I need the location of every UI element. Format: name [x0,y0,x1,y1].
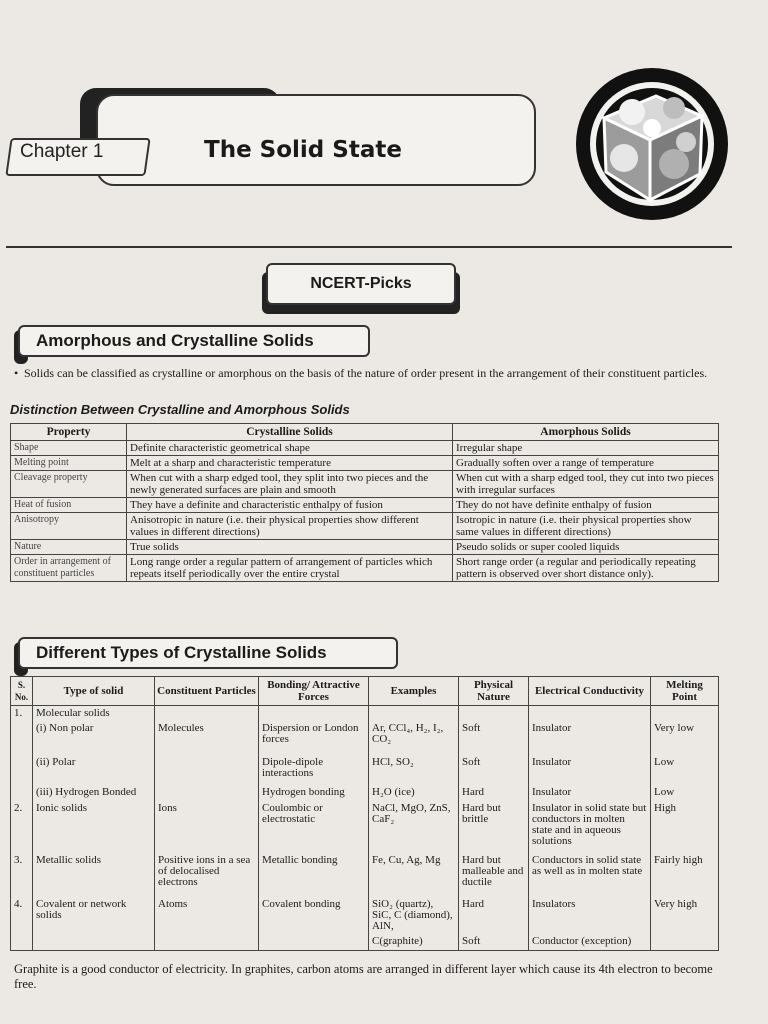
table-cell: Fe, Cu, Ag, Mg [369,853,459,897]
table-cell: Conductor (exception) [529,934,651,950]
table-cell: Atoms [155,897,259,934]
table-cell: Hard [459,785,529,801]
table-cell: Very low [651,721,719,755]
table-cell [11,785,33,801]
crystalline-solids-types-table [10,676,719,951]
table-cell: Metallic solids [33,853,155,897]
table-cell [651,934,719,950]
table-cell [155,785,259,801]
table-cell: Insulator [529,785,651,801]
table-cell: Melting point [11,456,127,471]
section1-bullet [14,366,726,381]
table-header-row [11,677,719,706]
table-cell: Hard [459,897,529,934]
table-cell [11,755,33,785]
table-cell: H₂O (ice) [369,785,459,801]
chapter-title: The Solid State [204,137,402,163]
table-cell: 1. [11,706,33,722]
table-cell: Irregular shape [453,441,719,456]
table-cell: (ii) Polar [33,755,155,785]
table-cell: Dipole-dipole interactions [259,755,369,785]
table-cell: Insulators [529,897,651,934]
table-cell: 2. [11,801,33,853]
table-cell: Hydrogen bonding [259,785,369,801]
table-row [11,755,719,785]
table-header-row [11,424,719,441]
table-cell: Ar, CCl₄, H₂, I₂, CO₂ [369,721,459,755]
table-cell: Conductors in solid state as well as in molten state [529,853,651,897]
table-cell: Soft [459,934,529,950]
table-cell [11,721,33,755]
table-cell: Cleavage property [11,471,127,498]
table-cell: Very high [651,897,719,934]
table-cell: High [651,801,719,853]
table-header-cell: Amorphous Solids [453,424,719,441]
table-row [11,853,719,897]
table-cell: HCl, SO₂ [369,755,459,785]
section1-bullet-text: Solids can be classified as crystalline or amorphous on the basis of the nature of order present in the arrangement of their constituent particles. [24,366,708,380]
table-cell: Low [651,785,719,801]
table-row [11,498,719,513]
table-header-cell: Electrical Conductivity [529,677,651,706]
ncert-picks-heading: NCERT-Picks [266,263,456,305]
table-row [11,801,719,853]
table-cell: Hard but malleable and ductile [459,853,529,897]
table-header-cell: Crystalline Solids [127,424,453,441]
section2-heading: Different Types of Crystalline Solids [18,637,398,669]
table-cell: Anisotropic in nature (i.e. their physical properties show different values in different directions) [127,513,453,540]
table-cell: Dispersion or London forces [259,721,369,755]
table-cell: SiO₂ (quartz), SiC, C (diamond), AlN, [369,897,459,934]
table-cell: Ions [155,801,259,853]
table-cell: 3. [11,853,33,897]
table-cell: Long range order a regular pattern of arrangement of particles which repeats itself periodically over the entire crystal [127,555,453,582]
table-cell: Fairly high [651,853,719,897]
table-cell: Isotropic in nature (i.e. their physical properties show same values in different directions) [453,513,719,540]
table-cell: They have a definite and characteristic enthalpy of fusion [127,498,453,513]
header-rule [6,246,732,248]
table-cell: Molecules [155,721,259,755]
table-cell: Heat of fusion [11,498,127,513]
table-cell: Hard but brittle [459,801,529,853]
table-cell: Covalent bonding [259,897,369,934]
table-cell: Melt at a sharp and characteristic temperature [127,456,453,471]
table-cell [33,934,155,950]
table-cell: True solids [127,540,453,555]
table-row [11,721,719,755]
table-header-cell: Melting Point [651,677,719,706]
table-cell: 4. [11,897,33,934]
table-row [11,441,719,456]
table-cell [155,934,259,950]
table-row [11,555,719,582]
table-cell: Molecular solids [33,706,155,722]
table-cell [459,706,529,722]
table-cell: Ionic solids [33,801,155,853]
table-header-cell: Type of solid [33,677,155,706]
table-cell: Insulator in solid state but conductors in molten state and in aqueous solutions [529,801,651,853]
table-cell: (iii) Hydrogen Bonded [33,785,155,801]
table-cell: Low [651,755,719,785]
table-cell [529,706,651,722]
table-cell: Insulator [529,755,651,785]
table-cell: Positive ions in a sea of delocalised electrons [155,853,259,897]
table-row [11,540,719,555]
table-header-cell: S. No. [11,677,33,706]
table-cell: Insulator [529,721,651,755]
table-cell [259,934,369,950]
table-cell: Order in arrangement of constituent particles [11,555,127,582]
table-cell: Definite characteristic geometrical shape [127,441,453,456]
table-cell: Metallic bonding [259,853,369,897]
table-cell [155,706,259,722]
graphite-footnote: Graphite is a good conductor of electricity. In graphites, carbon atoms are arranged in different layer which cause its 4th electron to become free. [14,962,713,991]
section1-subheading: Distinction Between Crystalline and Amorphous Solids [10,402,350,417]
section1-heading: Amorphous and Crystalline Solids [18,325,370,357]
table-cell: Nature [11,540,127,555]
table-cell: Shape [11,441,127,456]
table-row [11,706,719,722]
table-cell: Gradually soften over a range of temperature [453,456,719,471]
table-header-cell: Property [11,424,127,441]
table-row [11,934,719,950]
table-cell [369,706,459,722]
crystal-cube-icon [574,66,730,222]
table-header-cell: Physical Nature [459,677,529,706]
table-cell: Soft [459,721,529,755]
table-cell: Pseudo solids or super cooled liquids [453,540,719,555]
bullet-dot-icon: • [14,366,19,380]
table-cell: Short range order (a regular and periodically repeating pattern is observed over short distance only). [453,555,719,582]
table-cell: Covalent or network solids [33,897,155,934]
table-cell: They do not have definite enthalpy of fusion [453,498,719,513]
table-cell: When cut with a sharp edged tool, they split into two pieces and the newly generated surfaces are plain and smooth [127,471,453,498]
table-cell [11,934,33,950]
table-header-cell: Constituent Particles [155,677,259,706]
table-cell: Soft [459,755,529,785]
crystalline-amorphous-table [10,423,719,582]
table-header-cell: Bonding/ Attractive Forces [259,677,369,706]
table-cell: Coulombic or electrostatic [259,801,369,853]
table-row [11,513,719,540]
table-cell [259,706,369,722]
table-header-cell: Examples [369,677,459,706]
table-cell: When cut with a sharp edged tool, they cut into two pieces with irregular surfaces [453,471,719,498]
table-cell [155,755,259,785]
table-row [11,785,719,801]
chapter-label: Chapter 1 [20,141,104,162]
table-cell: Anisotropy [11,513,127,540]
table-cell: (i) Non polar [33,721,155,755]
table-cell: C(graphite) [369,934,459,950]
table-row [11,471,719,498]
table-cell: NaCl, MgO, ZnS, CaF₂ [369,801,459,853]
table-row [11,456,719,471]
table-row [11,897,719,934]
table-cell [651,706,719,722]
